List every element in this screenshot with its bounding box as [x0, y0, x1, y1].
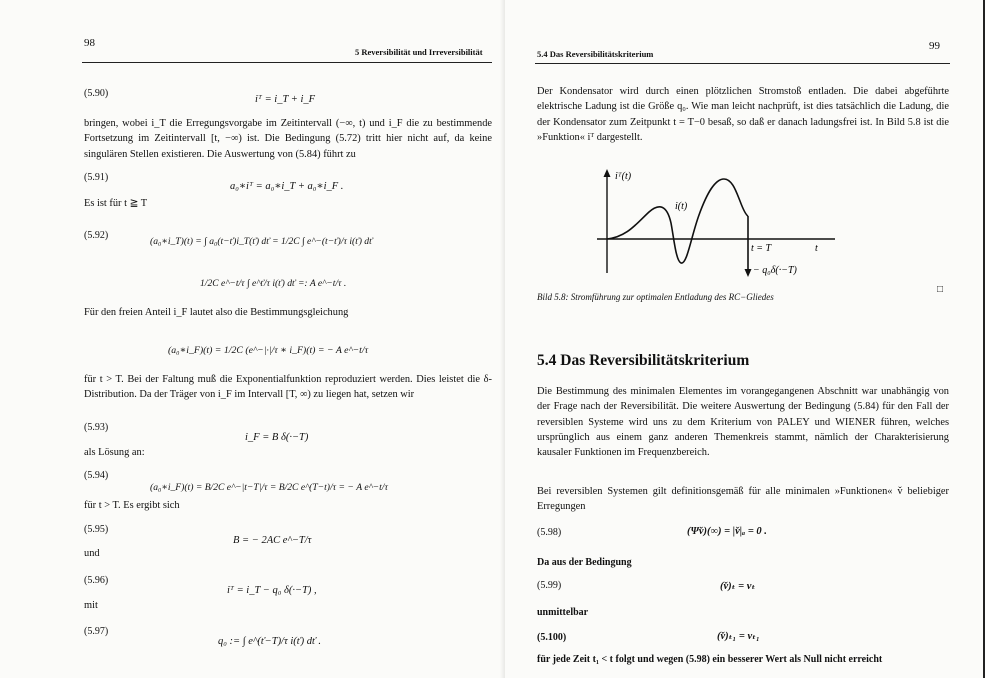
text-line: als Lösung an:: [84, 447, 145, 458]
equation: (v̌)ₜ = vₜ: [720, 581, 756, 592]
equation-number: (5.100): [537, 632, 567, 643]
text-line: Da aus der Bedingung: [537, 557, 632, 568]
equation: (a₀∗i_T)(t) = ∫ a₀(t−ť)i_T(ť) dť = 1/2C ∫ e^−(t−ť)/τ i(ť) dť: [150, 236, 373, 247]
figure-current-plot: [585, 165, 845, 285]
equation: q₀ := ∫ e^(ť−T)/τ i(ť) dť .: [218, 636, 322, 647]
qed-mark: □: [937, 284, 944, 295]
book-binding-edge: [983, 0, 1000, 678]
label-delta: − q₀δ(·−T): [753, 265, 797, 276]
label-t-axis: t: [815, 243, 818, 254]
running-head: 5 Reversibilität und Irreversibilität: [355, 47, 483, 57]
text-line: für jede Zeit t₁ < t folgt und wegen (5.98) ein besserer Wert als Null nicht erreicht: [537, 654, 883, 665]
text-line: für t > T. Es ergibt sich: [84, 500, 180, 511]
paragraph: Bei reversiblen Systemen gilt definitionsgemäß für alle minimalen »Funktionen« v̌ beliebiger Erregungen: [537, 486, 949, 513]
current-axis-arrowhead: [604, 169, 611, 177]
figure-caption: Bild 5.8: Stromführung zur optimalen Entladung des RC−Gliedes: [537, 292, 774, 302]
paragraph: Die Bestimmung des minimalen Elementes im vorangegangenen Abschnitt war unabhängig von der Frage nach der Reversibilität. Die weitere Auswertung der Bedingung (5.84) für den Fall der reversiblen Systeme wird uns zu dem Kriterium von PALEY und WIENER führen, welches ursprünglich aus einem ganz anderen Themenkreis stammt, nämlich der Charakterisierung kausaler Funktionen im Frequenzbereich.: [537, 386, 949, 459]
text-line: Es ist für t ≧ T: [84, 198, 148, 209]
equation-number: (5.96): [84, 575, 109, 586]
equation-number: (5.90): [84, 88, 109, 99]
equation: (a₀∗i_F)(t) = 1/2C (e^−|·|/τ ∗ i_F)(t) = − A e^−t/τ: [168, 345, 369, 356]
header-rule: [535, 63, 950, 64]
label-it-curve: i(t): [675, 201, 688, 212]
equation: (v̌)ₜ₁ = vₜ₁: [717, 631, 760, 642]
label-t-eq-T: t = T: [751, 243, 772, 254]
equation-number: (5.97): [84, 626, 109, 637]
equation-number: (5.93): [84, 422, 109, 433]
paragraph: Für den freien Anteil i_F lautet also die Bestimmungsgleichung: [84, 307, 349, 318]
current-curve: [607, 179, 748, 263]
equation: iᵀ = i_T − q₀ δ(·−T) ,: [227, 585, 317, 596]
equation-number: (5.99): [537, 580, 562, 591]
paragraph: bringen, wobei i_T die Erregungsvorgabe im Zeitintervall (−∞, t) und i_F die zu bestimmende Fortsetzung im Zeitintervall [t, −∞) ist. Die Bedingung (5.72) tritt hier nicht auf, da keine singulären Stellen existieren. Die Auswertung von (5.84) führt zu: [84, 118, 492, 160]
equation: B = − 2AC e^−T/τ: [233, 535, 312, 546]
text-line: mit: [84, 600, 98, 611]
equation: 1/2C e^−t/τ ∫ e^ť/τ i(ť) dť =: A e^−t/τ .: [200, 278, 347, 289]
running-head: 5.4 Das Reversibilitätskriterium: [537, 49, 654, 59]
equation-number: (5.95): [84, 524, 109, 535]
paragraph: Der Kondensator wird durch einen plötzlichen Stromstoß entladen. Die dabei abgeführte elektrische Ladung ist die Größe q₀. Wie man leicht nachprüft, ist dies tatsächlich die Ladung, die der Kondensator zum Zeitpunkt t = T−0 besaß, so daß er danach ladungsfrei ist. In Bild 5.8 ist die »Funktion« iᵀ dargestellt.: [537, 86, 949, 143]
page-number: 99: [929, 40, 940, 52]
equation: (a₀∗i_F)(t) = B/2C e^−|t−T|/τ = B/2C e^(T−t)/τ = − A e^−t/τ: [150, 482, 388, 493]
header-rule: [82, 62, 492, 63]
section-title: 5.4 Das Reversibilitätskriterium: [537, 352, 750, 369]
text-line: unmittelbar: [537, 607, 589, 618]
right-page: [505, 0, 983, 678]
label-it-top: iᵀ(t): [615, 171, 632, 182]
delta-arrowhead: [745, 269, 752, 277]
equation-number: (5.92): [84, 230, 109, 241]
equation-number: (5.94): [84, 470, 109, 481]
equation: iᵀ = i_T + i_F: [255, 94, 316, 105]
equation: (Ψv̌)(∞) = |v̌|ₐ = 0 .: [687, 526, 767, 537]
equation: a₀∗iᵀ = a₀∗i_T + a₀∗i_F .: [230, 181, 344, 192]
paragraph: für t > T. Bei der Faltung muß die Exponentialfunktion reproduziert werden. Dies leistet die δ-Distribution. Da der Träger von i_F im Intervall [T, ∞) zu liegen hat, setzen wir: [84, 374, 492, 401]
equation-number: (5.98): [537, 527, 562, 538]
page-number: 98: [84, 37, 95, 49]
equation: i_F = B δ(·−T): [245, 432, 309, 443]
text-line: und: [84, 548, 100, 559]
equation-number: (5.91): [84, 172, 109, 183]
